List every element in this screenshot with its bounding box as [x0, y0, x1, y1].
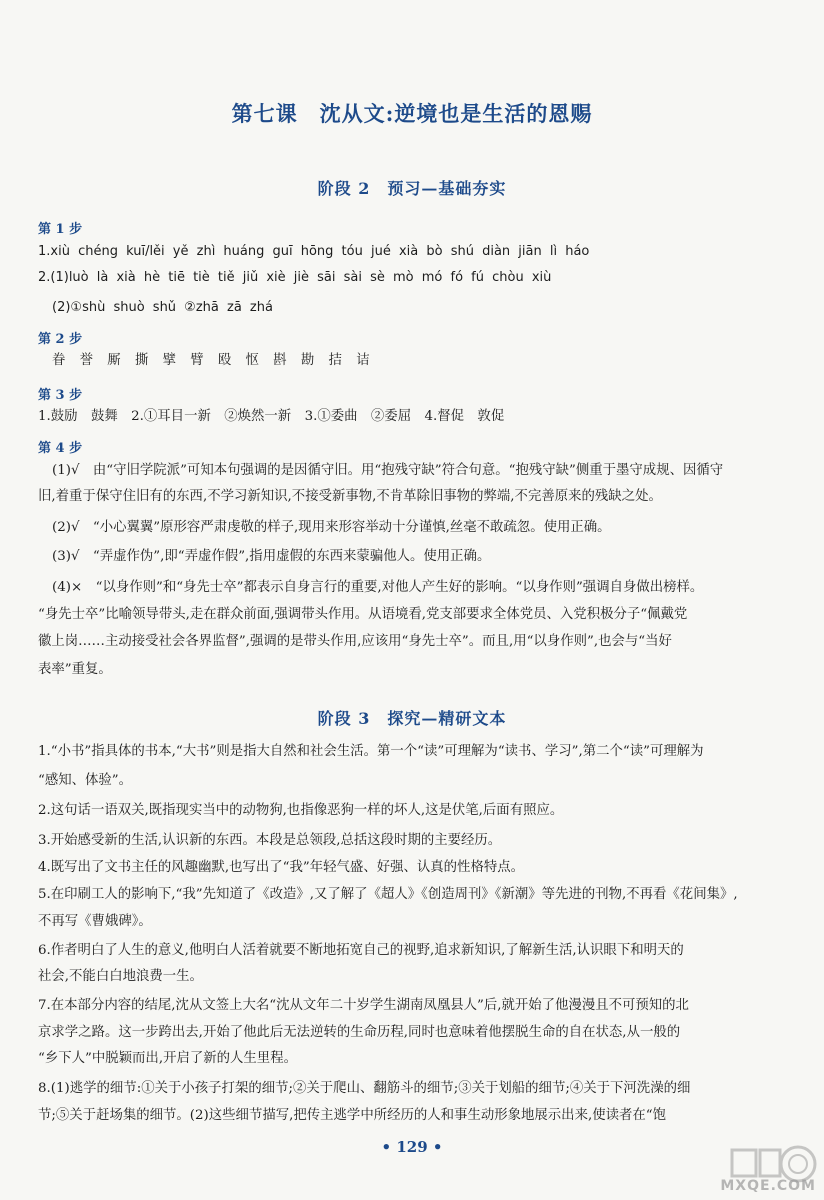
step-4-line: 徽上岗……主动接受社会各界监督”,强调的是带头作用,应该用“身先士卒”。而且,用“以身作则”,也会与“当好 — [38, 634, 672, 649]
step-4-label: 第 4 步 — [38, 441, 83, 456]
watermark-text: MXQE.COM — [720, 1178, 816, 1194]
step-3-label: 第 3 步 — [38, 388, 83, 403]
step-4-line: (4)× “以身作则”和“身先士卒”都表示自身言行的重要,对他人产生好的影响。“以身作则”强调自身做出榜样。 — [52, 580, 704, 595]
step-2-label: 第 2 步 — [38, 332, 83, 347]
stage-3-heading: 阶段 3 探究—精研文本 — [317, 709, 507, 728]
stage-3-line: “乡下人”中脱颖而出,开启了新的人生里程。 — [38, 1051, 297, 1066]
page-number: • 129 • — [381, 1138, 443, 1156]
stage-3-line: 3.开始感受新的生活,认识新的东西。本段是总领段,总括这段时期的主要经历。 — [38, 833, 502, 848]
step-4-line: “身先士卒”比喻领导带头,走在群众前面,强调带头作用。从语境看,党支部要求全体党员、入党积极分子“佩戴党 — [38, 607, 688, 622]
stage-3-line: 4.既写出了文书主任的风趣幽默,也写出了“我”年轻气盛、好强、认真的性格特点。 — [38, 860, 525, 875]
stage-3-line: 5.在印刷工人的影响下,“我”先知道了《改造》,又了解了《超人》《创造周刊》《新潮》等先进的刊物,不再看《花间集》, — [38, 887, 738, 902]
step-4-line: (3)√ “弄虚作伪”,即“弄虚作假”,指用虚假的东西来蒙骗他人。使用正确。 — [52, 549, 491, 564]
step-1-line-2: 2.(1)luò là xià hè tiē tiè tiě jiǔ xiè jiè sāi sài sè mò mó fó fú chòu xiù — [38, 270, 552, 285]
stage-3-line: 2.这句话一语双关,既指现实当中的动物狗,也指像恶狗一样的坏人,这是伏笔,后面有照应。 — [38, 803, 564, 818]
step-2-line-1: 眷 誉 厮 撕 擘 臂 殴 怄 斟 勘 拮 诘 — [52, 353, 375, 368]
step-4-line: 表率”重复。 — [38, 662, 112, 677]
stage-3-line: 6.作者明白了人生的意义,他明白人活着就要不断地拓宽自己的视野,追求新知识,了解新生活,认识眼下和明天的 — [38, 943, 684, 958]
stage-3-line: 节;⑤关于赶场集的细节。(2)这些细节描写,把传主逃学中所经历的人和事生动形象地展示出来,使读者在“饱 — [38, 1108, 667, 1123]
lesson-title: 第七课 沈从文:逆境也是生活的恩赐 — [231, 101, 593, 126]
stage-3-line: 1.“小书”指具体的书本,“大书”则是指大自然和社会生活。第一个“读”可理解为“读书、学习”,第二个“读”可理解为 — [38, 744, 704, 759]
step-1-label: 第 1 步 — [38, 222, 83, 237]
stage-3-line: 社会,不能白白地浪费一生。 — [38, 969, 203, 984]
stage-3-line: 京求学之路。这一步跨出去,开始了他此后无法逆转的生命历程,同时也意味着他摆脱生命的自在状态,从一般的 — [38, 1025, 681, 1040]
stage-2-heading: 阶段 2 预习—基础夯实 — [317, 179, 507, 198]
step-4-line: (2)√ “小心翼翼”原形容严肃虔敬的样子,现用来形容举动十分谨慎,丝毫不敢疏忽。使用正确。 — [52, 520, 611, 535]
step-4-line: 旧,着重于保守住旧有的东西,不学习新知识,不接受新事物,不肯革除旧事物的弊端,不完善原来的残缺之处。 — [38, 489, 662, 504]
stage-3-line: 不再写《曹娥碑》。 — [38, 914, 152, 929]
stage-3-line: 8.(1)逃学的细节:①关于小孩子打架的细节;②关于爬山、翻筋斗的细节;③关于划船的细节;④关于下河洗澡的细 — [38, 1081, 691, 1096]
step-1-line-3: (2)①shù shuò shǔ ②zhā zā zhá — [52, 300, 273, 315]
stage-3-line: “感知、体验”。 — [38, 773, 133, 788]
step-4-line: (1)√ 由“守旧学院派”可知本句强调的是因循守旧。用“抱残守缺”符合句意。“抱残守缺”侧重于墨守成规、因循守 — [52, 463, 724, 478]
stage-3-line: 7.在本部分内容的结尾,沈从文签上大名“沈从文年二十岁学生湖南凤凰县人”后,就开始了他漫漫且不可预知的北 — [38, 998, 689, 1013]
step-1-line-1: 1.xiù chéng kuī/lěi yě zhì huáng guī hōng tóu jué xià bò shú diàn jiān lì háo — [38, 244, 590, 259]
step-3-line-1: 1.鼓励 鼓舞 2.①耳目一新 ②焕然一新 3.①委曲 ②委屈 4.督促 敦促 — [38, 409, 505, 424]
